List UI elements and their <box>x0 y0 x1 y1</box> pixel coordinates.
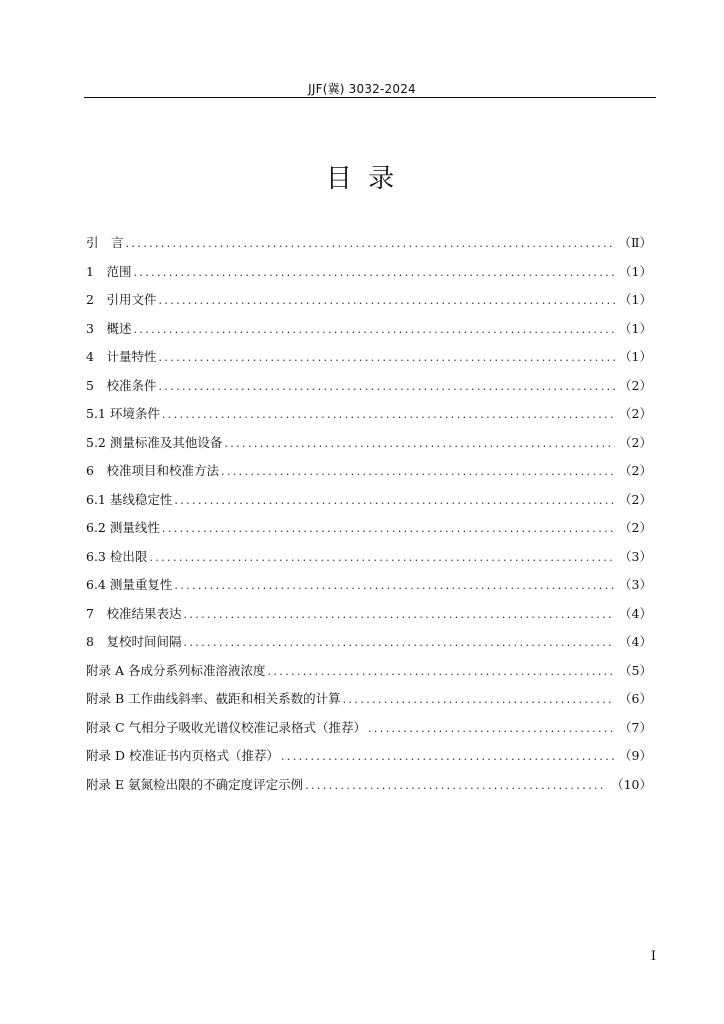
toc-entry[interactable] <box>86 632 652 661</box>
toc-entry[interactable] <box>86 404 652 433</box>
toc-entry-page: （1） <box>619 263 652 279</box>
toc-entry-label: 5.1 环境条件 <box>86 406 160 421</box>
toc-dot-leader <box>183 608 615 621</box>
toc-entry-label: 1 范围 <box>86 263 132 279</box>
toc-dot-leader <box>224 437 615 450</box>
toc-entry-page: （Ⅱ） <box>618 235 652 250</box>
toc-entry[interactable] <box>86 233 652 262</box>
page-number: I <box>650 949 656 964</box>
table-of-contents <box>86 233 652 803</box>
toc-entry-page: （4） <box>619 634 652 649</box>
toc-entry-label: 附录 B 工作曲线斜率、截距和相关系数的计算 <box>86 691 341 706</box>
toc-entry-page: （6） <box>619 691 652 706</box>
toc-entry-page: （2） <box>619 377 652 393</box>
toc-entry-label: 引 言 <box>86 235 124 250</box>
toc-entry[interactable] <box>86 376 652 405</box>
toc-entry-page: （5） <box>619 662 652 678</box>
toc-entry[interactable] <box>86 575 652 604</box>
toc-entry[interactable] <box>86 775 652 804</box>
toc-dot-leader <box>133 266 615 279</box>
toc-entry-page: （4） <box>619 605 652 621</box>
toc-entry[interactable] <box>86 718 652 747</box>
toc-dot-leader <box>368 722 615 735</box>
toc-entry-page: （7） <box>619 719 652 735</box>
toc-entry[interactable] <box>86 433 652 462</box>
toc-entry[interactable] <box>86 490 652 519</box>
toc-entry[interactable] <box>86 661 652 690</box>
toc-entry-label: 7 校准结果表达 <box>86 605 182 621</box>
toc-dot-leader <box>158 380 615 393</box>
toc-entry[interactable] <box>86 746 652 775</box>
toc-entry-page: （2） <box>619 491 652 507</box>
toc-entry-page: （3） <box>619 548 652 564</box>
toc-entry-page: （1） <box>619 292 652 307</box>
toc-entry[interactable] <box>86 347 652 376</box>
toc-entry-page: （2） <box>619 434 652 450</box>
toc-entry[interactable] <box>86 262 652 291</box>
toc-entry-label: 附录 E 氨氮检出限的不确定度评定示例 <box>86 776 304 792</box>
toc-entry-label: 6 校准项目和校准方法 <box>86 463 219 478</box>
toc-entry-page: （2） <box>619 406 652 421</box>
toc-dot-leader <box>158 294 615 307</box>
toc-entry-label: 3 概述 <box>86 320 132 336</box>
toc-dot-leader <box>183 636 615 649</box>
toc-entry-page: （1） <box>619 320 652 336</box>
toc-entry-label: 6.2 测量线性 <box>86 520 160 535</box>
toc-dot-leader <box>126 237 615 250</box>
toc-dot-leader <box>162 408 615 421</box>
toc-entry-label: 2 引用文件 <box>86 292 157 307</box>
toc-entry[interactable] <box>86 461 652 490</box>
toc-dot-leader <box>221 465 615 478</box>
toc-entry-page: （2） <box>619 520 652 535</box>
toc-entry-label: 附录 A 各成分系列标准溶液浓度 <box>86 662 266 678</box>
toc-entry-page: （2） <box>619 463 652 478</box>
toc-entry-label: 6.1 基线稳定性 <box>86 491 173 507</box>
toc-entry-label: 4 计量特性 <box>86 349 157 364</box>
toc-dot-leader <box>158 351 615 364</box>
toc-dot-leader <box>133 323 615 336</box>
header-code: JJF(冀) 3032-2024 <box>308 82 416 96</box>
toc-entry-label: 8 复校时间间隔 <box>86 634 182 649</box>
toc-dot-leader <box>149 551 615 564</box>
toc-dot-leader <box>174 579 615 592</box>
toc-entry-label: 5.2 测量标准及其他设备 <box>86 434 223 450</box>
toc-entry[interactable] <box>86 547 652 576</box>
page-title: 目 录 <box>325 164 399 194</box>
toc-entry-page: （3） <box>619 577 652 592</box>
toc-entry-label: 附录 D 校准证书内页格式（推荐） <box>86 748 279 763</box>
toc-entry-label: 5 校准条件 <box>86 377 157 393</box>
toc-entry-label: 6.4 测量重复性 <box>86 577 173 592</box>
header-rule <box>84 97 656 98</box>
toc-entry-label: 附录 C 气相分子吸收光谱仪校准记录格式（推荐） <box>86 719 367 735</box>
toc-entry-page: （1） <box>619 349 652 364</box>
toc-dot-leader <box>305 779 607 792</box>
toc-dot-leader <box>343 693 615 706</box>
toc-dot-leader <box>174 494 615 507</box>
toc-entry[interactable] <box>86 290 652 319</box>
toc-entry-page: （9） <box>619 748 652 763</box>
toc-entry[interactable] <box>86 518 652 547</box>
toc-dot-leader <box>162 522 615 535</box>
toc-dot-leader <box>281 750 615 763</box>
toc-dot-leader <box>267 665 615 678</box>
toc-entry-label: 6.3 检出限 <box>86 548 148 564</box>
toc-entry[interactable] <box>86 604 652 633</box>
toc-entry[interactable] <box>86 319 652 348</box>
toc-entry-page: （10） <box>611 776 652 792</box>
toc-entry[interactable] <box>86 689 652 718</box>
